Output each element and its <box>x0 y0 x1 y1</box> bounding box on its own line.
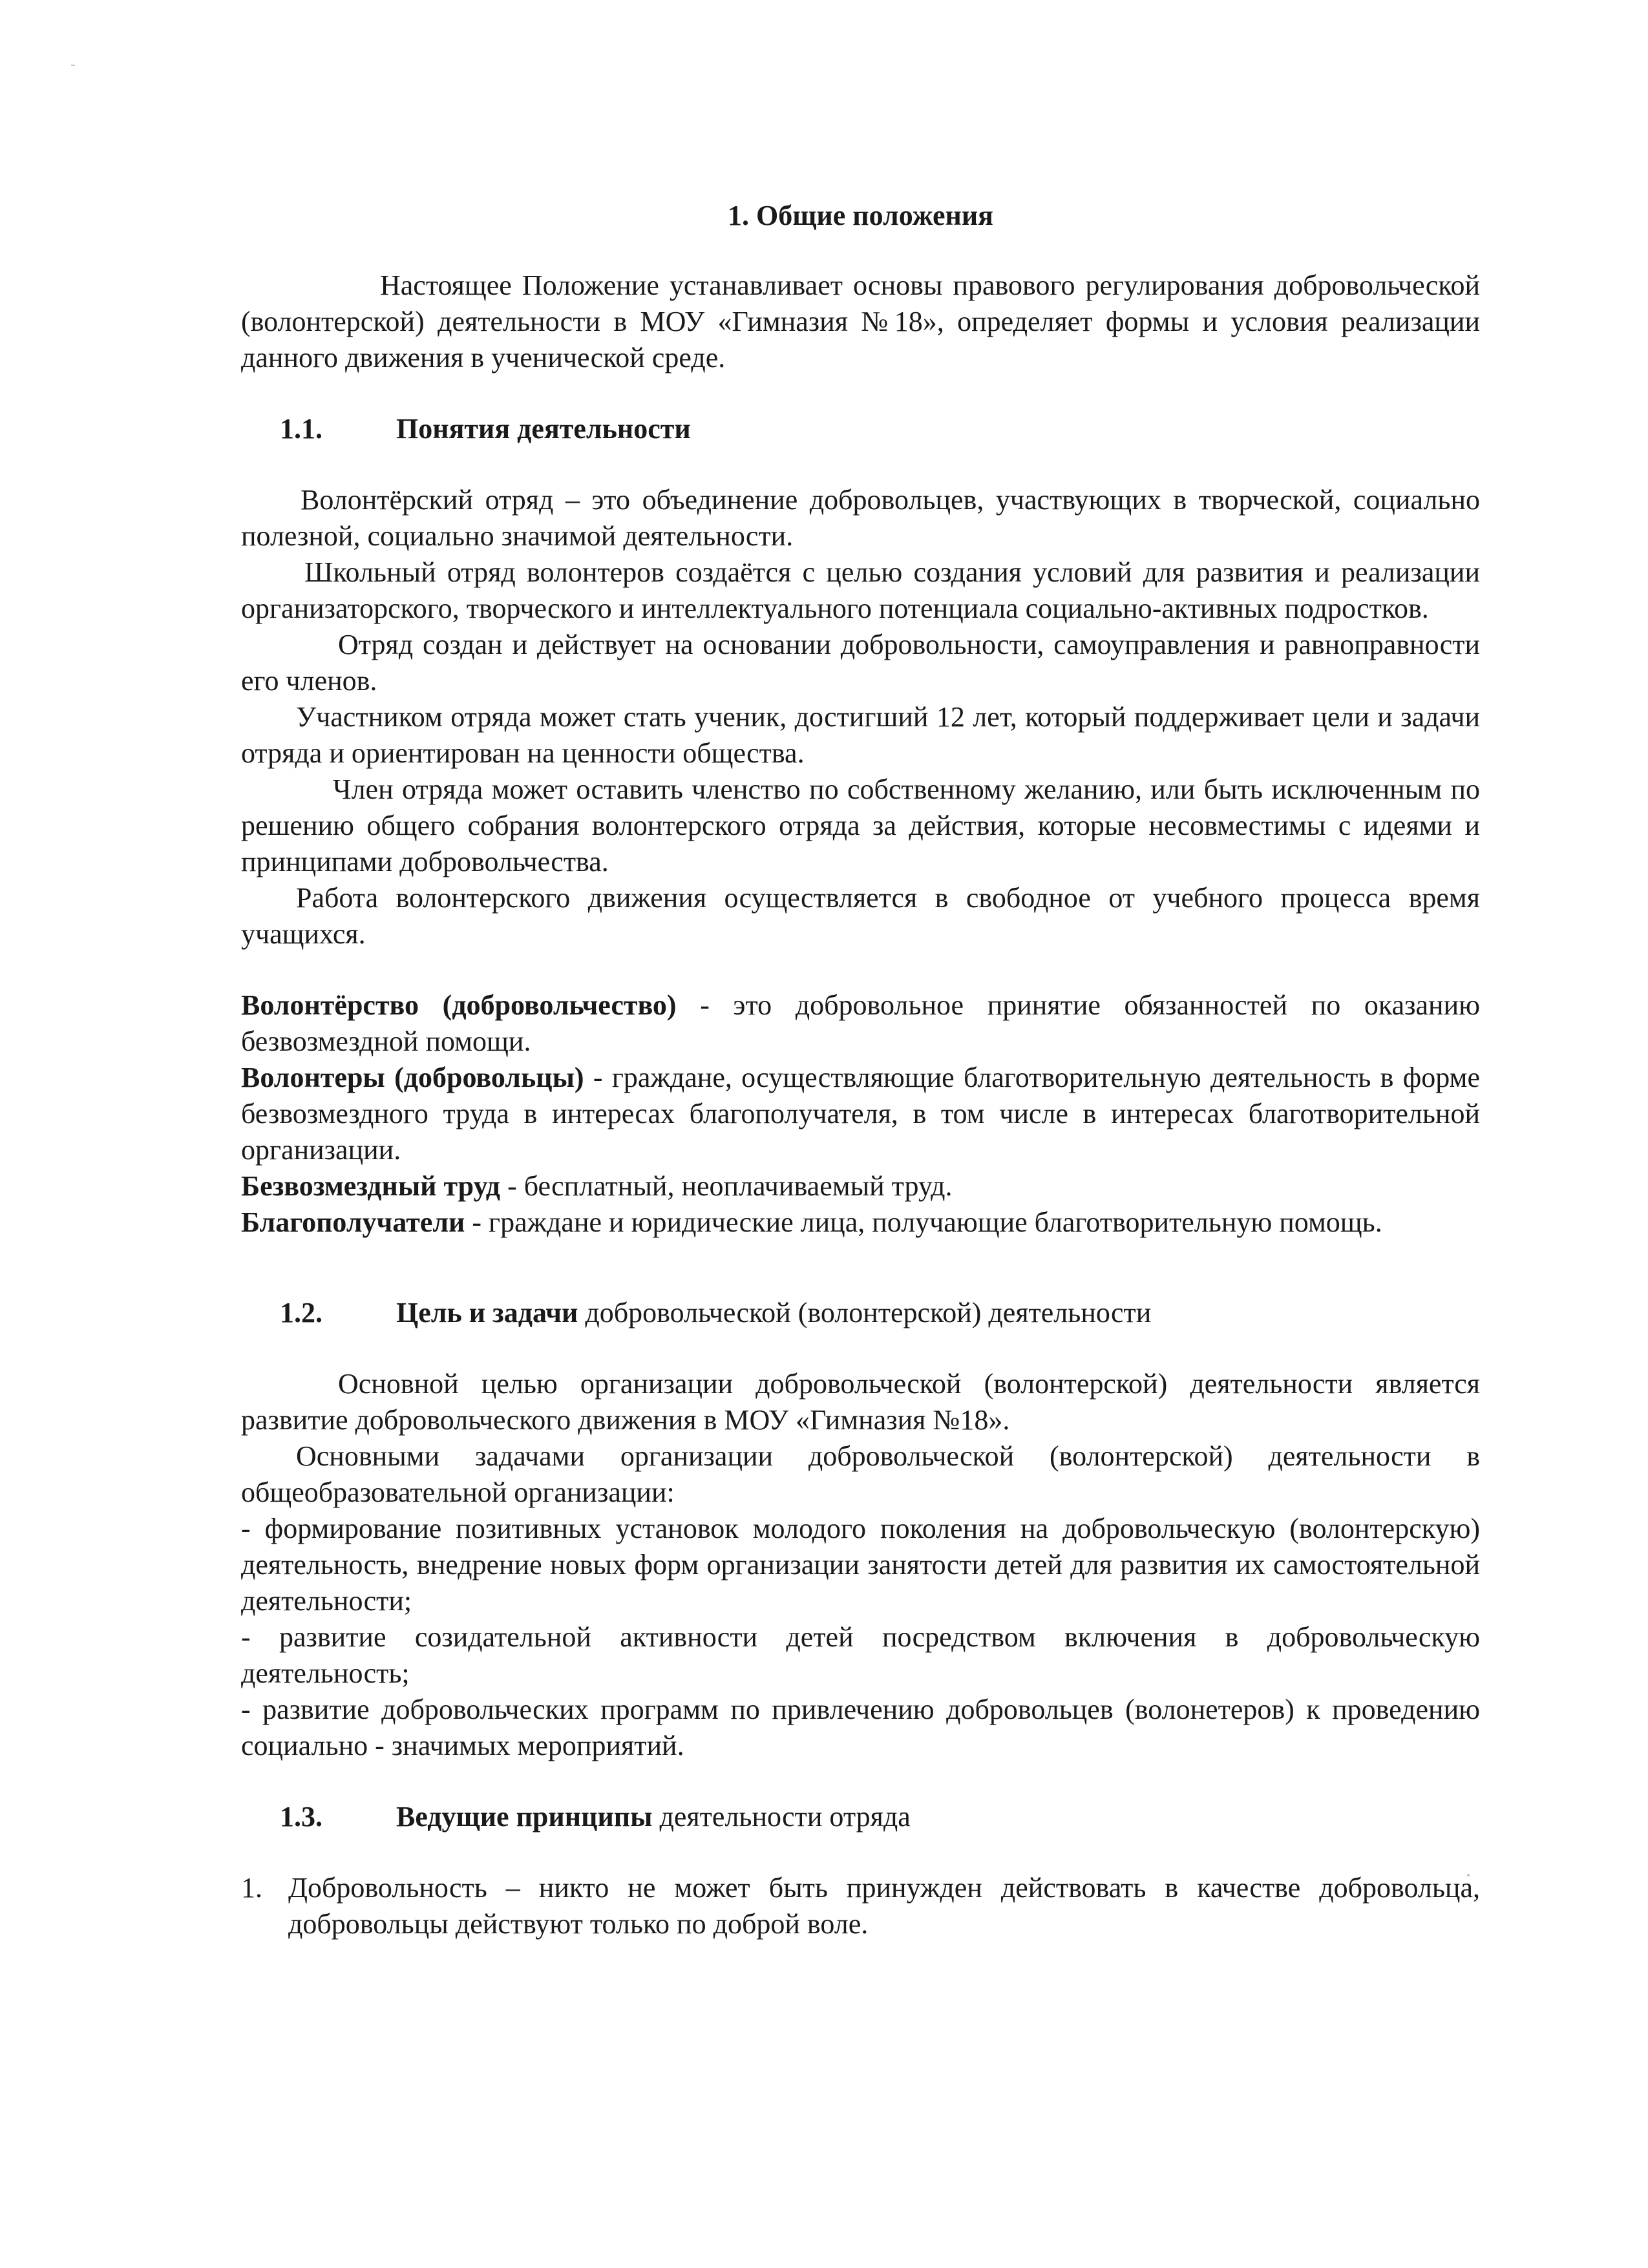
definition-item <box>241 1060 1480 1168</box>
document-body <box>241 198 1480 1942</box>
definition-item <box>241 987 1480 1060</box>
section-number: 1.2. <box>280 1297 322 1328</box>
task-item: - развитие созидательной активности детей посредством включения в добровольческую деятельность; <box>241 1621 1480 1689</box>
definition-item <box>241 1168 1480 1204</box>
section-1-3-heading <box>241 1799 1480 1835</box>
list-text: Добровольность – никто не может быть принужден действовать в качестве добровольца, добровольцы действуют только по доброй воле. <box>288 1872 1480 1940</box>
list-number: 1. <box>241 1872 262 1904</box>
paragraph: Основными задачами организации добровольческой (волонтерской) деятельности в общеобразовательной организации: <box>241 1440 1480 1508</box>
paragraph: Основной целью организации добровольческой (волонтерской) деятельности является развитие добровольческого движения в МОУ «Гимназия №18». <box>241 1368 1480 1436</box>
definition-text: - граждане, осуществляющие благотворительную деятельность в форме безвозмездного труда в интересах благополучателя, в том числе в интересах благотворительной организации. <box>241 1062 1481 1166</box>
task-item: - развитие добровольческих программ по привлечению добровольцев (волонетеров) к проведению социально - значимых мероприятий. <box>241 1694 1480 1761</box>
list-item <box>241 1870 1480 1942</box>
section-title: Ведущие принципы деятельности отряда <box>396 1801 911 1832</box>
paragraph: Работа волонтерского движения осуществляется в свободное от учебного процесса время учащихся. <box>241 882 1480 950</box>
scan-speck <box>71 65 75 66</box>
section-number: 1.1. <box>280 413 322 445</box>
document-title: 1. Общие положения <box>728 200 993 231</box>
definition-term: Благополучатели <box>241 1206 465 1238</box>
intro-paragraph: Настоящее Положение устанавливает основы правового регулирования добровольческой (волонтерской) деятельности в МОУ «Гимназия №18», определяет формы и условия реализации данного движения в ученической среде. <box>241 269 1480 373</box>
definition-term: Безвозмездный труд <box>241 1170 501 1202</box>
paragraph: Волонтёрский отряд – это объединение добровольцев, участвующих в творческой, социально полезной, социально значимой деятельности. <box>241 484 1480 552</box>
definition-text: - граждане и юридические лица, получающие благотворительную помощь. <box>465 1206 1382 1238</box>
definition-term: Волонтеры (добровольцы) <box>241 1062 584 1093</box>
section-title: Понятия деятельности <box>396 413 691 445</box>
paragraph: Отряд создан и действует на основании добровольности, самоуправления и равноправности его членов. <box>241 629 1480 697</box>
task-item: - формирование позитивных установок молодого поколения на добровольческую (волонтерскую) деятельность, внедрение новых форм организации занятости детей для развития их самостоятельной деятельности; <box>241 1513 1480 1617</box>
paragraph: Член отряда может оставить членство по собственному желанию, или быть исключенным по решению общего собрания волонтерского отряда за действия, которые несовместимы с идеями и принципами добровольчества. <box>241 773 1480 877</box>
paragraph: Участником отряда может стать ученик, достигший 12 лет, который поддерживает цели и задачи отряда и ориентирован на ценности общества. <box>241 701 1480 769</box>
section-1-2-heading <box>241 1295 1480 1331</box>
definition-term: Волонтёрство (добровольчество) <box>241 989 677 1021</box>
principles-list <box>241 1870 1480 1942</box>
definition-text: - бесплатный, неоплачиваемый труд. <box>500 1170 953 1202</box>
paragraph: Школьный отряд волонтеров создаётся с целью создания условий для развития и реализации организаторского, творческого и интеллектуального потенциала социально-активных подростков. <box>241 556 1480 624</box>
section-1-1-heading <box>241 411 1480 447</box>
definition-text: - это добровольное принятие обязанностей по оказанию безвозмездной помощи. <box>241 989 1480 1057</box>
section-title: Цель и задачи добровольческой (волонтерской) деятельности <box>396 1297 1152 1328</box>
definition-item <box>241 1204 1480 1241</box>
section-number: 1.3. <box>280 1801 322 1832</box>
